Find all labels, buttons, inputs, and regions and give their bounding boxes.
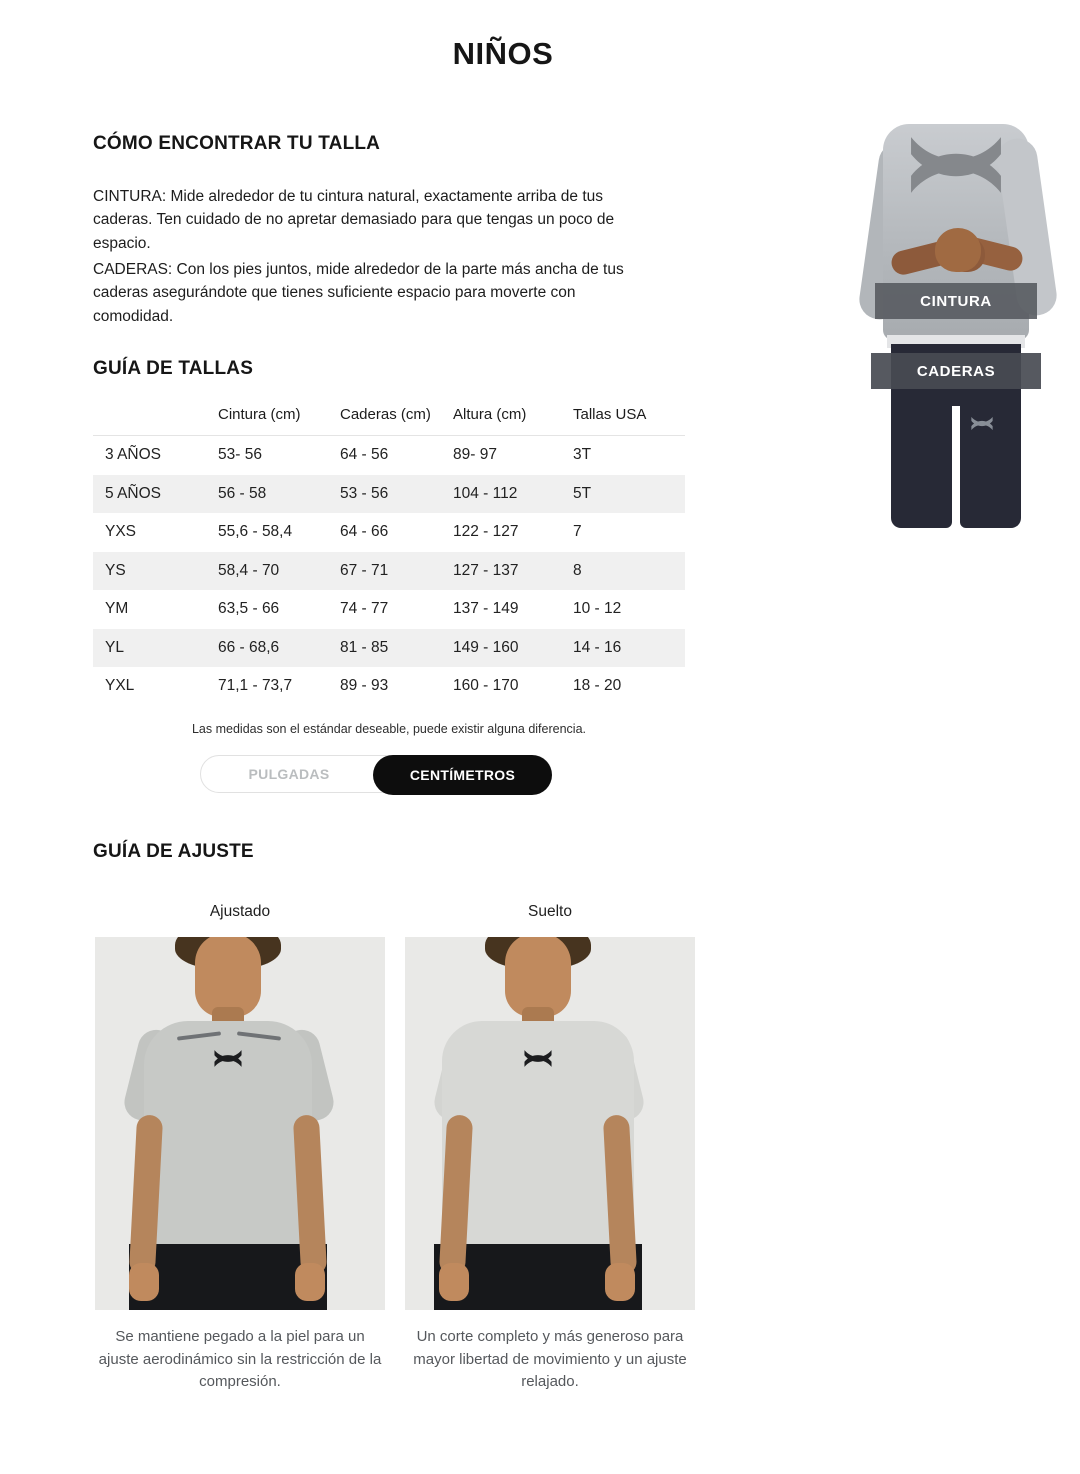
cell-altura: 89- 97 — [453, 446, 497, 464]
cell-usa: 3T — [573, 446, 592, 464]
cell-altura: 160 - 170 — [453, 677, 519, 695]
table-row — [93, 436, 685, 475]
cell-usa: 18 - 20 — [573, 677, 622, 695]
boy-face — [505, 937, 571, 1017]
cell-usa: 8 — [573, 561, 582, 579]
table-row — [93, 667, 685, 706]
header-altura: Altura (cm) — [453, 405, 527, 423]
cell-usa: 5T — [573, 484, 592, 502]
fit-label-ajustado: Ajustado — [209, 903, 271, 920]
caderas-band — [871, 353, 1041, 389]
cell-caderas: 64 - 56 — [340, 446, 389, 464]
table-row — [93, 513, 685, 552]
cell-size: 5 AÑOS — [105, 484, 161, 502]
cell-usa: 10 - 12 — [573, 600, 622, 618]
cell-cintura: 63,5 - 66 — [218, 600, 280, 618]
fit-photo-ajustado — [95, 937, 385, 1310]
cell-cintura: 71,1 - 73,7 — [218, 677, 293, 695]
cell-size: YM — [105, 600, 129, 618]
boy-hand — [439, 1263, 469, 1301]
boy-hand — [295, 1263, 325, 1301]
fit-caption-ajustado: Se mantiene pegado a la piel para un ajuste aerodinámico sin la restricción de la compresión. — [98, 1328, 382, 1390]
size-chart-heading: GUÍA DE TALLAS — [93, 358, 254, 379]
header-cintura: Cintura (cm) — [218, 405, 301, 423]
table-header-row — [93, 393, 685, 435]
under-armour-logo-icon — [908, 134, 1004, 196]
fit-guide-heading: GUÍA DE AJUSTE — [93, 841, 254, 862]
cell-caderas: 81 - 85 — [340, 638, 389, 656]
size-chart-table — [93, 393, 685, 706]
cell-altura: 104 - 112 — [453, 484, 518, 502]
boy-hand — [605, 1263, 635, 1301]
cell-altura: 149 - 160 — [453, 638, 519, 656]
cell-usa: 7 — [573, 523, 582, 541]
cell-caderas: 74 - 77 — [340, 600, 389, 618]
how-to-heading: CÓMO ENCONTRAR TU TALLA — [93, 133, 381, 154]
cintura-paragraph: CINTURA: Mide alrededor de tu cintura natural, exactamente arriba de tus caderas. Ten cuidado de no apretar demasiado para que tengas un poco de espacio. — [93, 188, 615, 252]
table-row — [93, 629, 685, 668]
cell-usa: 14 - 16 — [573, 638, 622, 656]
cell-size: YXL — [105, 677, 135, 695]
fit-label-suelto: Suelto — [528, 903, 572, 920]
boy-face — [195, 937, 261, 1017]
cell-caderas: 89 - 93 — [340, 677, 389, 695]
cintura-band — [875, 283, 1037, 319]
cell-size: YL — [105, 638, 124, 656]
boy-hand — [129, 1263, 159, 1301]
cell-altura: 137 - 149 — [453, 600, 519, 618]
caderas-band-label: CADERAS — [916, 362, 996, 380]
pulgadas-button[interactable]: PULGADAS — [248, 766, 330, 782]
cell-caderas: 67 - 71 — [340, 561, 389, 579]
centimetros-button[interactable]: CENTÍMETROS — [373, 755, 552, 795]
cell-size: YS — [105, 561, 126, 579]
cell-cintura: 55,6 - 58,4 — [218, 523, 293, 541]
cell-size: YXS — [105, 523, 137, 541]
measurement-figure-image — [853, 116, 1059, 528]
unit-toggle — [200, 755, 552, 793]
cell-cintura: 53- 56 — [218, 446, 262, 464]
under-armour-logo-icon — [214, 1049, 242, 1068]
figure-hands — [935, 228, 981, 272]
cell-cintura: 66 - 68,6 — [218, 638, 280, 656]
under-armour-logo-icon — [524, 1049, 552, 1068]
cell-cintura: 58,4 - 70 — [218, 561, 280, 579]
cell-altura: 127 - 137 — [453, 561, 519, 579]
cell-caderas: 53 - 56 — [340, 484, 389, 502]
cell-caderas: 64 - 66 — [340, 523, 389, 541]
cell-cintura: 56 - 58 — [218, 484, 267, 502]
table-note: Las medidas son el estándar deseable, puede existir alguna diferencia. — [191, 722, 586, 736]
table-body — [93, 435, 685, 706]
cell-size: 3 AÑOS — [105, 446, 161, 464]
header-tallas-usa: Tallas USA — [573, 405, 647, 423]
caderas-paragraph: CADERAS: Con los pies juntos, mide alrededor de la parte más ancha de tus caderas asegurándote que tienes suficiente espacio para moverte con comodidad. — [93, 261, 624, 325]
header-caderas: Caderas (cm) — [340, 405, 431, 423]
cell-altura: 122 - 127 — [453, 523, 519, 541]
table-row — [93, 552, 685, 591]
under-armour-logo-icon — [971, 416, 993, 431]
page-title: NIÑOS — [452, 36, 554, 71]
fit-caption-suelto: Un corte completo y más generoso para mayor libertad de movimiento y un ajuste relajado. — [413, 1328, 687, 1390]
fit-photo-suelto — [405, 937, 695, 1310]
figure-left-leg — [891, 400, 952, 528]
cintura-band-label: CINTURA — [920, 292, 992, 310]
table-row — [93, 590, 685, 629]
table-row — [93, 475, 685, 514]
